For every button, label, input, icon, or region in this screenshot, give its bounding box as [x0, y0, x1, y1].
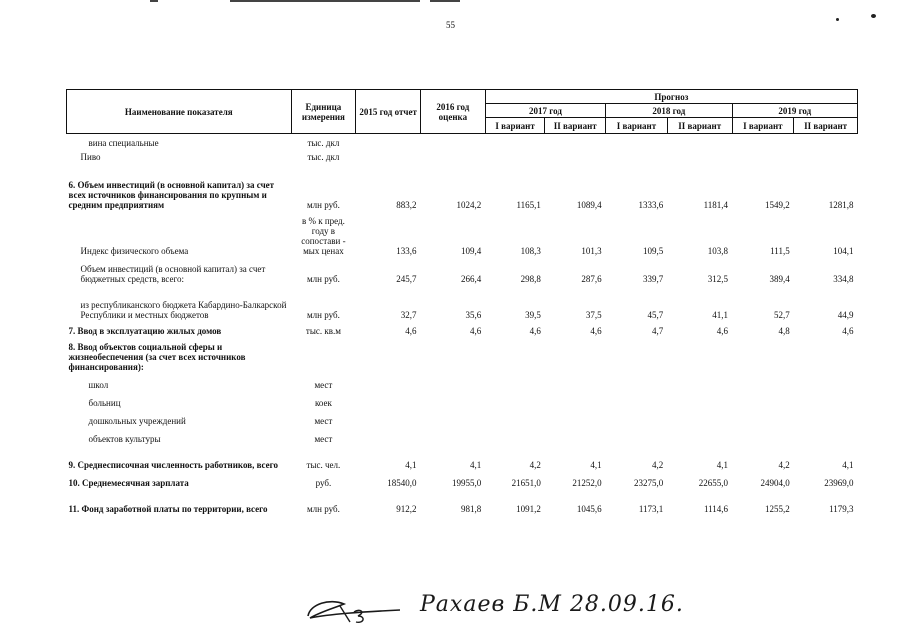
row-value: 37,5 [585, 309, 602, 320]
row-value: 1281,8 [828, 199, 854, 210]
row-value [485, 148, 545, 162]
row-value: 103,8 [707, 245, 729, 256]
table-row [67, 320, 858, 336]
row-value [545, 390, 606, 408]
row-value: 287,6 [581, 273, 602, 284]
header-2015: 2015 год отчет [356, 90, 421, 134]
row-unit: тыс. дкл [307, 137, 340, 148]
row-value: 4,2 [778, 459, 790, 470]
row-value [794, 372, 858, 390]
row-value [794, 426, 858, 444]
header-2018-v2: II вариант [667, 118, 732, 134]
row-value: 52,7 [773, 309, 790, 320]
row-value: 133,6 [396, 245, 417, 256]
header-2018-v1: I вариант [606, 118, 668, 134]
row-value: 298,8 [520, 273, 541, 284]
row-value [421, 336, 486, 372]
row-value [794, 134, 858, 148]
header-2019: 2019 год [732, 104, 857, 118]
row-value [732, 408, 794, 426]
row-value: 104,1 [833, 245, 854, 256]
scan-speck [871, 14, 876, 18]
row-value: 1091,2 [516, 503, 541, 514]
row-unit: тыс. кв.м [305, 325, 341, 336]
row-value: 111,5 [770, 245, 790, 256]
row-value [545, 372, 606, 390]
header-unit: Единица измерения [291, 90, 356, 134]
row-unit: мест [314, 379, 333, 390]
row-name: 8. Ввод объектов социальной сферы и жизнеобеспечения (за счет всех источников финансирования): [68, 341, 246, 372]
table-row [67, 390, 858, 408]
row-value [485, 372, 545, 390]
table-row [67, 174, 858, 210]
row-value: 32,7 [400, 309, 417, 320]
row-value: 22655,0 [698, 477, 729, 488]
row-value [732, 148, 794, 162]
row-value: 1024,2 [456, 199, 482, 210]
row-value [667, 134, 732, 148]
scan-speck [836, 18, 839, 21]
row-value [485, 408, 545, 426]
row-value: 4,6 [470, 325, 482, 336]
row-value [606, 336, 668, 372]
row-name: из республиканского бюджета Кабардино-Балкарской Республики и местных бюджетов [80, 299, 287, 320]
row-value [606, 134, 668, 148]
table-row [67, 284, 858, 320]
row-value [356, 390, 421, 408]
row-value: 44,9 [837, 309, 854, 320]
row-value: 21651,0 [511, 477, 541, 488]
row-name: 11. Фонд заработной платы по территории, всего [68, 503, 268, 514]
row-value [794, 148, 858, 162]
header-2017: 2017 год [485, 104, 605, 118]
row-value: 1333,6 [638, 199, 664, 210]
row-value [667, 372, 732, 390]
row-value [667, 148, 732, 162]
row-value [667, 408, 732, 426]
row-value: 266,4 [461, 273, 482, 284]
header-2017-v2: II вариант [545, 118, 606, 134]
row-value: 45,7 [647, 309, 664, 320]
table-row [67, 134, 858, 148]
row-spacer-cell [67, 162, 858, 174]
row-value [732, 134, 794, 148]
row-value [606, 148, 668, 162]
table-row [67, 488, 858, 514]
row-value: 4,2 [652, 459, 664, 470]
row-value: 101,3 [581, 245, 602, 256]
row-value: 4,1 [842, 459, 854, 470]
row-value: 41,1 [712, 309, 729, 320]
row-unit: в % к пред. году в сопостави - мых ценах [301, 215, 346, 256]
row-name: 10. Среднемесячная зарплата [68, 477, 189, 488]
row-value [485, 336, 545, 372]
row-value [421, 148, 486, 162]
row-value: 39,5 [525, 309, 541, 320]
row-value: 23969,0 [824, 477, 854, 488]
row-value [485, 390, 545, 408]
row-value [667, 390, 732, 408]
table-row [67, 426, 858, 444]
row-value: 4,6 [405, 325, 417, 336]
row-value [606, 426, 668, 444]
row-name: 6. Объем инвестиций (в основной капитал) за счет всех источников финансирования по крупным и средним предприятиям [68, 179, 275, 210]
row-unit [291, 336, 356, 372]
header-2018: 2018 год [606, 104, 732, 118]
row-name: Индекс физического объема [80, 245, 189, 256]
row-name: 9. Среднесписочная численность работников, всего [68, 459, 279, 470]
table-row [67, 148, 858, 162]
row-value: 4,8 [778, 325, 790, 336]
row-value [667, 426, 732, 444]
row-value [606, 408, 668, 426]
row-value [794, 390, 858, 408]
row-name: больниц [88, 397, 121, 408]
row-spacer [67, 162, 858, 174]
table-body [67, 134, 858, 514]
row-unit: млн руб. [306, 503, 340, 514]
row-unit: млн руб. [306, 199, 340, 210]
row-value: 1089,4 [576, 199, 602, 210]
row-value [545, 148, 606, 162]
row-unit: тыс. чел. [306, 459, 341, 470]
row-value: 4,7 [652, 325, 664, 336]
row-value: 1179,3 [829, 503, 854, 514]
row-value [421, 134, 486, 148]
row-value: 389,4 [769, 273, 790, 284]
row-value [356, 134, 421, 148]
header-name: Наименование показателя [67, 90, 292, 134]
row-value: 4,2 [529, 459, 541, 470]
row-value [545, 426, 606, 444]
row-value [794, 408, 858, 426]
row-value: 4,1 [405, 459, 417, 470]
header-2019-v1: I вариант [732, 118, 794, 134]
row-value [606, 390, 668, 408]
signature-mark [300, 590, 410, 630]
row-value: 245,7 [396, 273, 417, 284]
row-value: 1255,2 [764, 503, 790, 514]
header-forecast: Прогноз [485, 90, 857, 104]
row-value [356, 426, 421, 444]
row-value [356, 408, 421, 426]
row-value: 4,1 [716, 459, 729, 470]
row-value [421, 372, 486, 390]
row-value: 108,3 [520, 245, 541, 256]
row-value: 1549,2 [764, 199, 790, 210]
row-value: 883,2 [396, 199, 417, 210]
row-value [794, 336, 858, 372]
row-value: 4,6 [716, 325, 729, 336]
table-row [67, 336, 858, 372]
header-2019-v2: II вариант [794, 118, 858, 134]
row-name: Пиво [80, 151, 101, 162]
scan-mark [430, 0, 460, 2]
table-row [67, 256, 858, 284]
row-unit: руб. [315, 477, 332, 488]
row-value: 1181,4 [703, 199, 729, 210]
row-value: 981,8 [461, 503, 482, 514]
row-name: школ [88, 379, 109, 390]
row-unit: мест [314, 433, 333, 444]
row-value [421, 408, 486, 426]
row-value: 339,7 [643, 273, 664, 284]
row-value [545, 336, 606, 372]
row-value [606, 372, 668, 390]
row-name: дошкольных учреждений [88, 415, 186, 426]
row-value: 912,2 [396, 503, 417, 514]
table-row [67, 470, 858, 488]
row-value [356, 336, 421, 372]
scan-mark [230, 0, 420, 2]
row-unit: тыс. дкл [307, 151, 340, 162]
row-value: 4,1 [470, 459, 482, 470]
header-2016: 2016 год оценка [421, 90, 486, 134]
row-name: 7. Ввод в эксплуатацию жилых домов [68, 325, 222, 336]
row-value: 334,8 [833, 273, 854, 284]
row-value [421, 390, 486, 408]
row-value: 312,5 [707, 273, 729, 284]
row-value: 109,5 [643, 245, 664, 256]
row-value: 1045,6 [576, 503, 602, 514]
row-unit: млн руб. [306, 273, 340, 284]
row-value [421, 426, 486, 444]
scan-mark [150, 0, 158, 2]
forecast-table [66, 89, 858, 514]
row-value: 1114,6 [703, 503, 729, 514]
row-name: вина специальные [88, 137, 159, 148]
row-value [356, 148, 421, 162]
table-row [67, 444, 858, 470]
row-value [732, 372, 794, 390]
row-value [485, 134, 545, 148]
table-row [67, 210, 858, 256]
row-value: 4,6 [529, 325, 541, 336]
header-2017-v1: I вариант [485, 118, 545, 134]
row-name: Объем инвестиций (в основной капитал) за счет бюджетных средств, всего: [80, 263, 266, 284]
row-unit: коек [314, 397, 332, 408]
row-name: объектов культуры [88, 433, 161, 444]
row-value [732, 426, 794, 444]
row-value: 1165,1 [516, 199, 541, 210]
signature-text: Рахаев Б.М 28.09.16. [420, 592, 684, 617]
row-value: 24904,0 [760, 477, 790, 488]
row-value [485, 426, 545, 444]
row-value: 21252,0 [572, 477, 602, 488]
row-value [545, 408, 606, 426]
row-value [732, 390, 794, 408]
row-value [667, 336, 732, 372]
row-value: 109,4 [461, 245, 482, 256]
row-value: 1173,1 [638, 503, 664, 514]
table-row [67, 372, 858, 390]
row-value: 35,6 [465, 309, 482, 320]
row-value: 4,6 [842, 325, 854, 336]
row-value: 23275,0 [634, 477, 664, 488]
row-unit: мест [314, 415, 333, 426]
row-unit: млн руб. [306, 309, 340, 320]
row-value: 19955,0 [452, 477, 482, 488]
row-value [356, 372, 421, 390]
table-row [67, 408, 858, 426]
row-value: 18540,0 [387, 477, 417, 488]
row-value [545, 134, 606, 148]
page-number: 55 [446, 20, 455, 30]
row-value [732, 336, 794, 372]
row-value: 4,6 [590, 325, 602, 336]
row-value: 4,1 [590, 459, 602, 470]
